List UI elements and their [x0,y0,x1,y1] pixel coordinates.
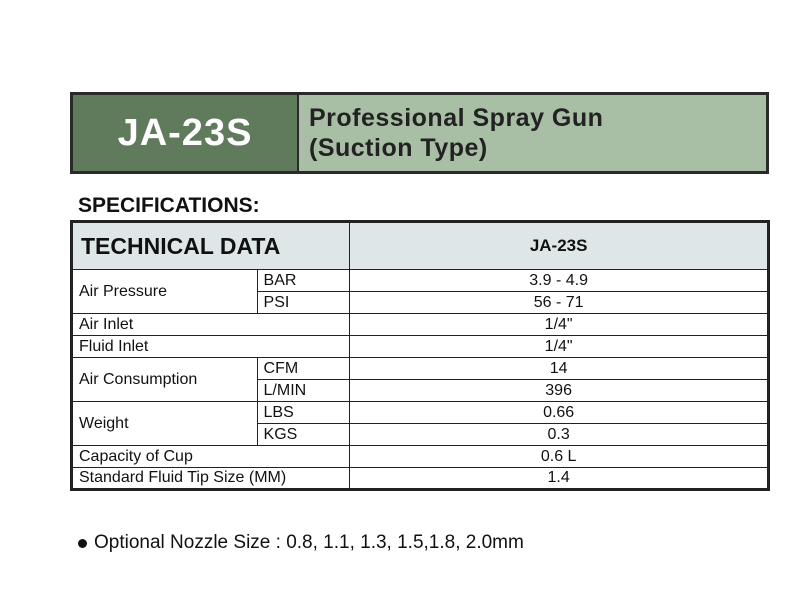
air-consumption-cfm-value: 14 [350,358,769,380]
fluid-inlet-label: Fluid Inlet [72,336,350,358]
unit-bar: BAR [257,270,350,292]
table-row [72,446,769,468]
model-name: JA-23S [73,95,299,171]
table-row [72,468,769,490]
technical-data-header: TECHNICAL DATA [72,222,350,270]
table-row [72,358,769,380]
weight-lbs-value: 0.66 [350,402,769,424]
fluid-inlet-value: 1/4" [350,336,769,358]
unit-lmin: L/MIN [257,380,350,402]
weight-label: Weight [72,402,258,446]
specifications-heading: SPECIFICATIONS: [78,194,260,217]
specifications-table [70,220,770,491]
product-title [299,95,766,171]
product-header [70,92,769,174]
unit-kgs: KGS [257,424,350,446]
model-column-header: JA-23S [350,222,769,270]
capacity-of-cup-value: 0.6 L [350,446,769,468]
table-header-row [72,222,769,270]
unit-lbs: LBS [257,402,350,424]
fluid-tip-size-label: Standard Fluid Tip Size (MM) [72,468,350,490]
air-pressure-label: Air Pressure [72,270,258,314]
air-consumption-label: Air Consumption [72,358,258,402]
optional-nozzle-text: Optional Nozzle Size : 0.8, 1.1, 1.3, 1.5,1.8, 2.0mm [94,532,524,553]
product-title-line2: (Suction Type) [309,134,488,162]
table-row [72,336,769,358]
capacity-of-cup-label: Capacity of Cup [72,446,350,468]
weight-kgs-value: 0.3 [350,424,769,446]
table-row [72,270,769,292]
unit-psi: PSI [257,292,350,314]
air-pressure-bar-value: 3.9 - 4.9 [350,270,769,292]
optional-nozzle-note [78,532,524,554]
air-pressure-psi-value: 56 - 71 [350,292,769,314]
fluid-tip-size-value: 1.4 [350,468,769,490]
table-row [72,314,769,336]
unit-cfm: CFM [257,358,350,380]
table-row [72,402,769,424]
air-consumption-lmin-value: 396 [350,380,769,402]
product-title-line1: Professional Spray Gun [309,104,604,132]
air-inlet-label: Air Inlet [72,314,350,336]
air-inlet-value: 1/4" [350,314,769,336]
bullet-icon [78,539,87,548]
